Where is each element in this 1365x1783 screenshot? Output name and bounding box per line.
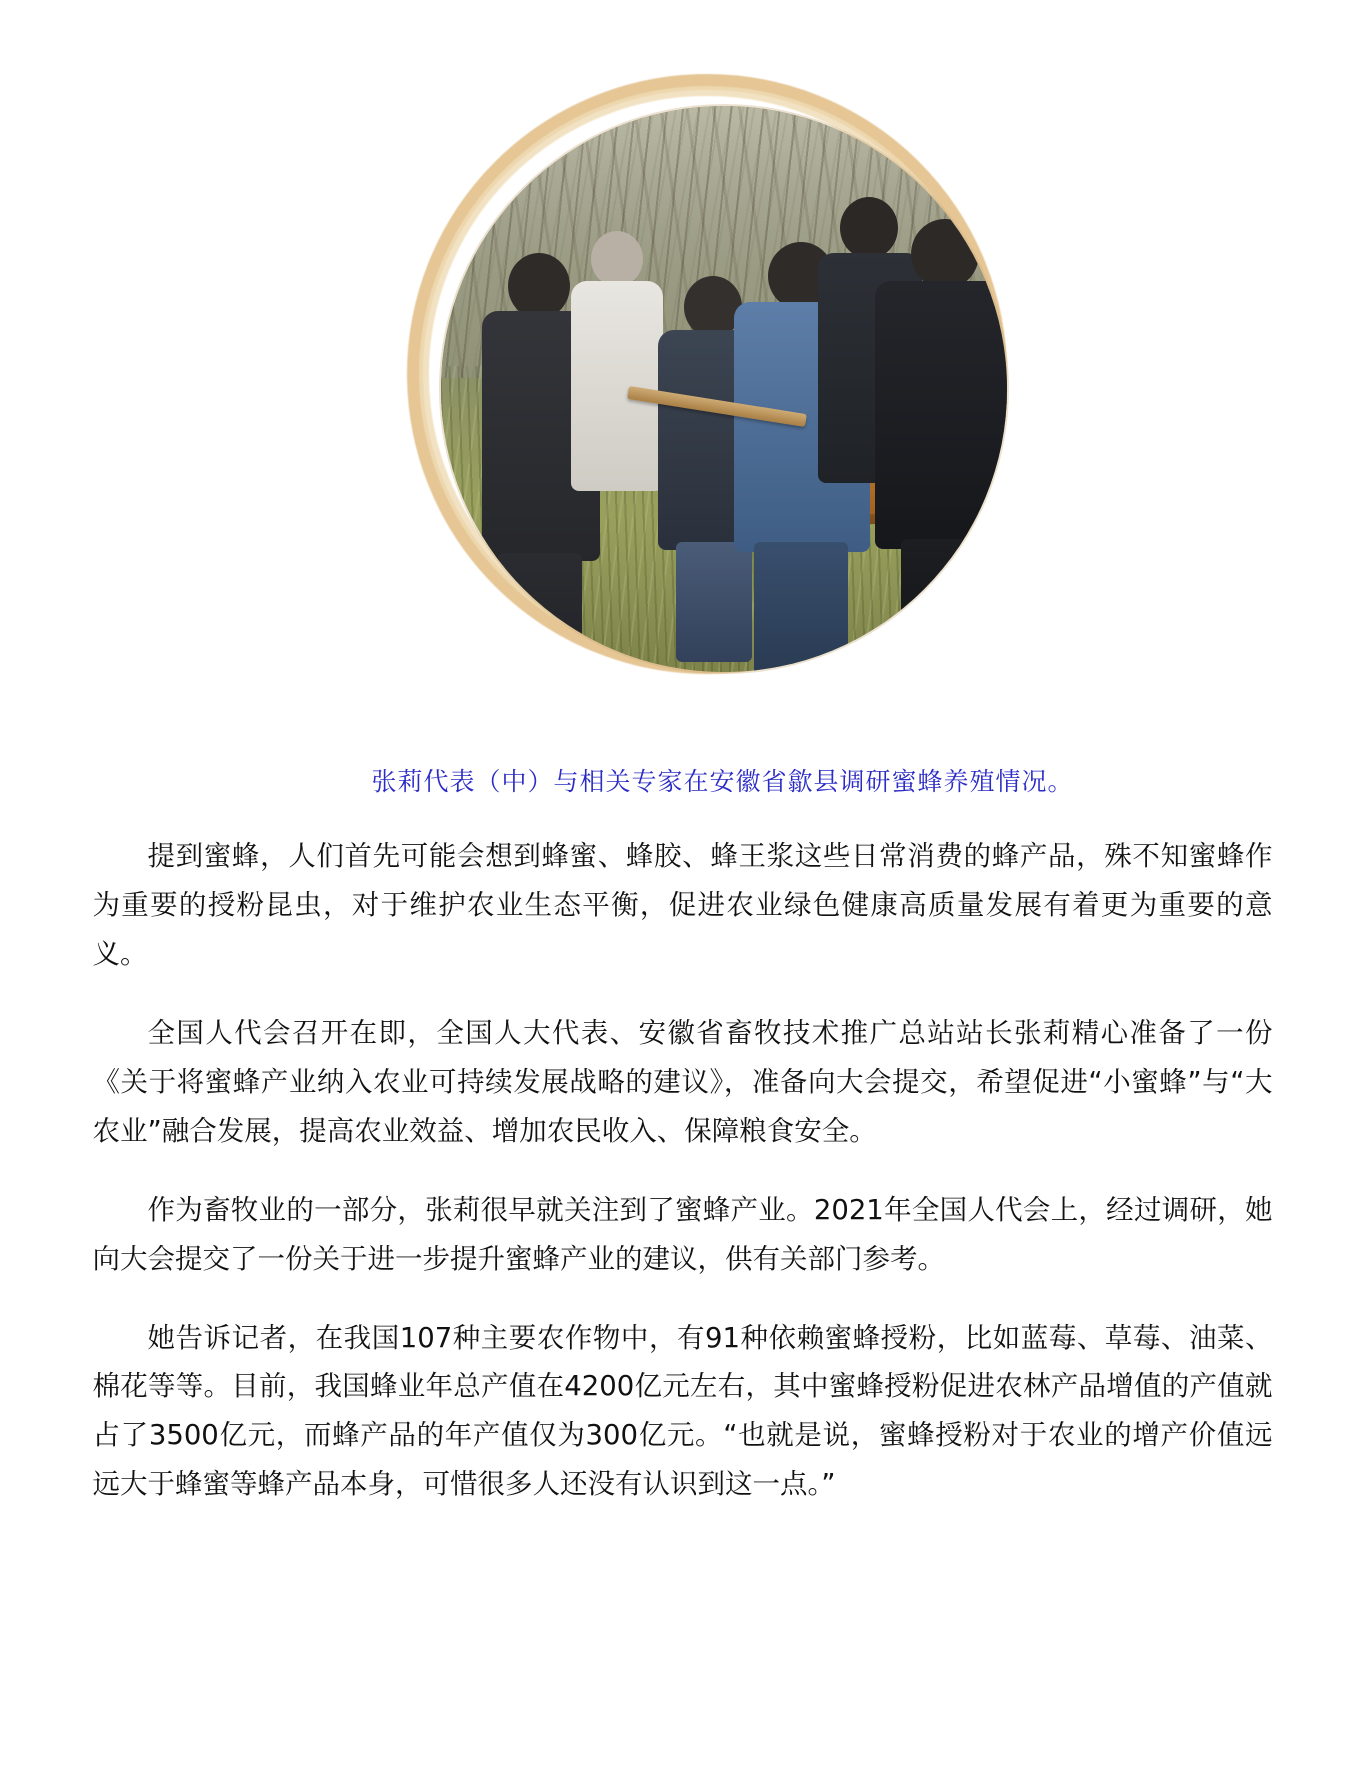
- person-legs: [901, 539, 997, 672]
- person-torso: [571, 281, 663, 491]
- article-body: [93, 832, 1273, 1509]
- person-head: [591, 231, 643, 287]
- article-paragraph: 作为畜牧业的一部分，张莉很早就关注到了蜜蜂产业。2021年全国人代会上，经过调研，她向大会提交了一份关于进一步提升蜜蜂产业的建议，供有关部门参考。: [92, 1193, 1273, 1275]
- person-legs: [498, 553, 582, 672]
- document-page: [0, 16, 1365, 1783]
- photo-frame: [393, 56, 1053, 736]
- person-head: [911, 219, 979, 289]
- person-torso: [875, 281, 1007, 549]
- article-figure: [40, 16, 1365, 798]
- person-right-black-coat: [871, 219, 1007, 649]
- round-photo-beekeeping-survey: [441, 106, 1007, 672]
- figure-caption: 张莉代表（中）与相关专家在安徽省歙县调研蜜蜂养殖情况。: [371, 769, 1074, 796]
- person-legs: [754, 542, 848, 672]
- article-paragraph: 全国人代会召开在即，全国人大代表、安徽省畜牧技术推广总站站长张莉精心准备了一份《关于将蜜蜂产业纳入农业可持续发展战略的建议》，准备向大会提交，希望促进“小蜜蜂”与“大农业”融合发展，提高农业效益、增加农民收入、保障粮食安全。: [92, 1016, 1273, 1147]
- photo-scene: [441, 106, 1007, 672]
- person-white-coat: [565, 231, 661, 531]
- person-head: [508, 253, 570, 319]
- article-paragraph: 提到蜜蜂，人们首先可能会想到蜂蜜、蜂胶、蜂王浆这些日常消费的蜂产品，殊不知蜜蜂作为重要的授粉昆虫，对于维护农业生态平衡，促进农业绿色健康高质量发展有着更为重要的意义。: [92, 840, 1273, 970]
- article-paragraph: 她告诉记者，在我国107种主要农作物中，有91种依赖蜜蜂授粉，比如蓝莓、草莓、油菜、棉花等等。目前，我国蜂业年总产值在4200亿元左右，其中蜜蜂授粉促进农林产品增值的产值就占了3500亿元，而蜂产品的年产值仅为300亿元。“也就是说，蜜蜂授粉对于农业的增产价值远远大于蜂蜜等蜂产品本身，可惜很多人还没有认识到这一点。”: [92, 1321, 1273, 1501]
